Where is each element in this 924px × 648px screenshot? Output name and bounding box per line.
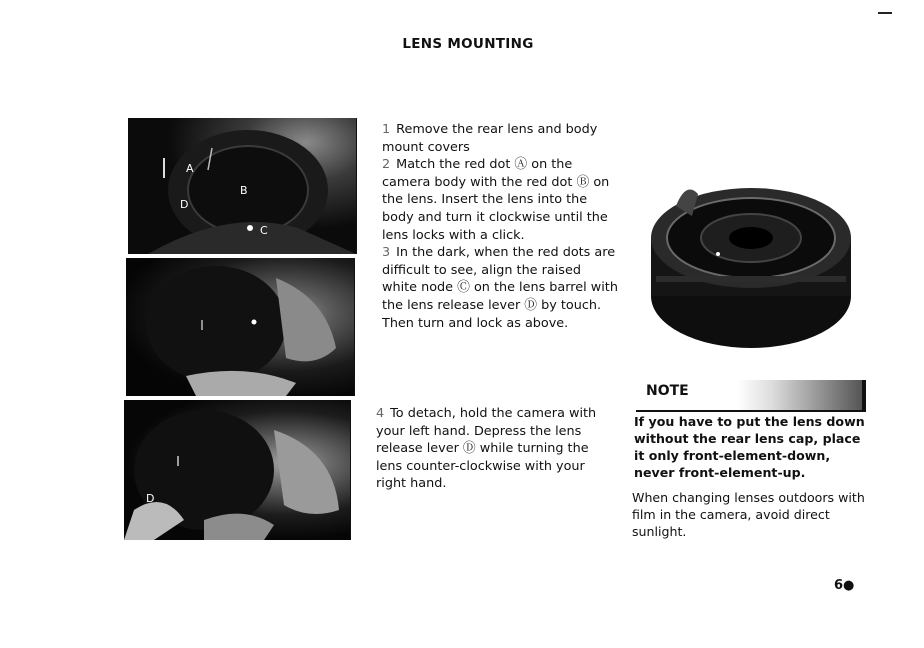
note-label: NOTE (646, 383, 689, 399)
steps-list (382, 121, 618, 332)
step-item-4 (376, 405, 612, 493)
step-number: 4 (376, 406, 385, 421)
step-item-3 (382, 244, 618, 332)
lens-art (646, 176, 856, 352)
photo-label-a: A (186, 162, 194, 175)
photo-label-b: B (240, 184, 248, 197)
step-item-1 (382, 121, 618, 156)
page-title: LENS MOUNTING (402, 36, 534, 52)
photo-2-art (126, 258, 354, 396)
step-number: 2 (382, 157, 391, 173)
step-number: 3 (382, 245, 391, 261)
corner-dash (878, 12, 892, 14)
step-text: Remove the rear lens and body mount covers (382, 122, 598, 155)
photo-lens-mounting-3 (124, 400, 351, 540)
photo-3-art (124, 400, 350, 540)
step-number: 1 (382, 122, 391, 137)
photo-label-d: D (180, 198, 189, 211)
note-header (636, 380, 866, 412)
lens-photo (646, 176, 856, 352)
step-text: To detach, hold the camera with your left hand. Depress the lens release lever Ⓓ while turning the lens counter-clockwise with your right hand. (376, 406, 597, 492)
note-sunlight-text: When changing lenses outdoors with film in the camera, avoid direct sunlight. (632, 490, 865, 539)
step-text: Match the red dot Ⓐ on the camera body with the red dot Ⓑ on the lens. Insert the lens into the body and turn it clockwise until the lens locks with a click. (382, 157, 610, 243)
photo-label-c: C (260, 224, 268, 237)
step-item-2 (382, 156, 618, 244)
step-text: In the dark, when the red dots are difficult to see, align the raised white node Ⓒ on the lens barrel with the lens release lever Ⓓ by touch. Then turn and lock as above. (382, 245, 618, 331)
page-number: 6● (834, 578, 855, 593)
photo-label-d-3: D (146, 492, 155, 505)
photo-lens-mounting-2 (126, 258, 355, 396)
photo-lens-mounting-1 (128, 118, 357, 254)
note-text: If you have to put the lens down without the rear lens cap, place it only front-element-down, never front-element-up. (634, 414, 865, 480)
